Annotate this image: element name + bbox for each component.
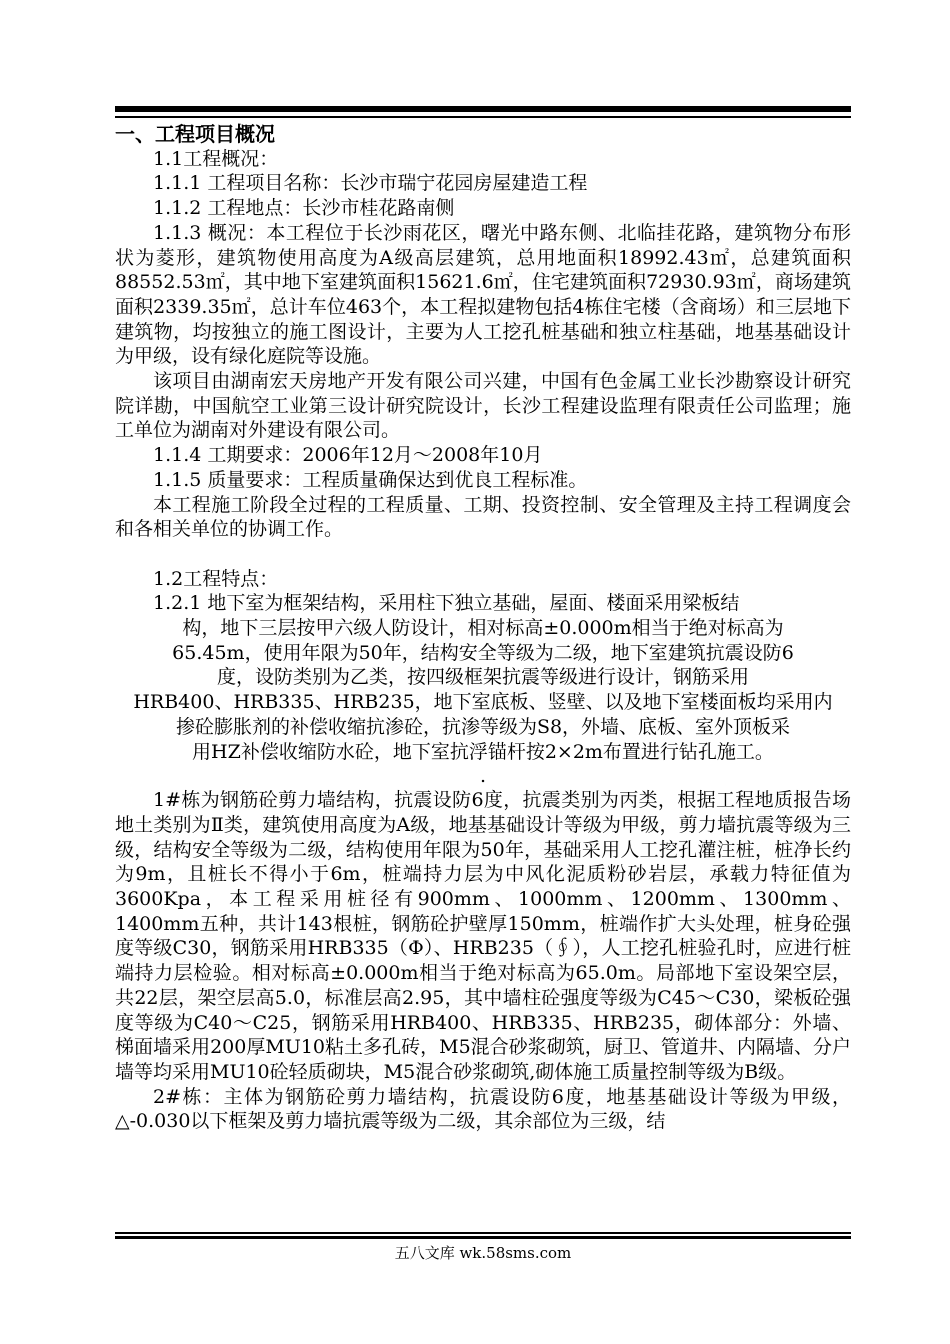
- basement-line-1: 1.2.1 地下室为框架结构，采用柱下独立基础，屋面、楼面采用梁板结: [153, 592, 740, 615]
- footer-rule-thin: [115, 1232, 851, 1234]
- subsection-title-features: 1.2工程特点：: [153, 567, 279, 590]
- project-location: 1.1.2 工程地点：长沙市桂花路南侧: [153, 197, 455, 220]
- header-rule-thin: [115, 116, 851, 118]
- building-2-description: 2#栋：主体为钢筋砼剪力墙结构，抗震设防6度，地基基础设计等级为甲级，△-0.030以下框架及剪力墙抗震等级为二级，其余部位为三级，结: [115, 1085, 851, 1133]
- quality-requirement: 1.1.5 质量要求：工程质量确保达到优良工程标准。: [153, 468, 588, 491]
- stray-dot: .: [479, 765, 487, 788]
- building-1-description: 1#栋为钢筋砼剪力墙结构，抗震设防6度，抗震类别为丙类，根据工程地质报告场地土类别为Ⅱ类，建筑使用高度为A级，地基基础设计等级为甲级，剪力墙抗震等级为三级，结构安全等级为二级，结构使用年限为50年，基础采用人工挖孔灌注桩，桩净长约为9m，且桩长不得小于6m，桩端持力层为中风化泥质粉砂岩层，承载力特征值为3600Kpa，本工程采用桩径有900mm、1000mm、1200mm、1300mm、1400mm五种，共计143根桩，钢筋砼护壁厚150mm，桩端作扩大头处理，桩身砼强度等级C30，钢筋采用HRB335（Φ）、HRB235（∮），人工挖孔桩验孔时，应进行桩端持力层检验。相对标高±0.000m相当于绝对标高为65.0m。局部地下室设架空层，共22层，架空层高5.0，标准层高2.95，其中墙柱砼强度等级为C45～C30，梁板砼强度等级为C40～C25，钢筋采用HRB400、HRB335、HRB235，砌体部分：外墙、梯面墙采用200厚MU10粘土多孔砖，M5混合砂浆砌筑，厨卫、管道井、内隔墙、分户墙等均采用MU10砼轻质砌块，M5混合砂浆砌筑,砌体施工质量控制等级为B级。: [115, 789, 851, 1083]
- basement-line-3: 65.45m，使用年限为50年，结构安全等级为二级，地下室建筑抗震设防6: [172, 641, 794, 664]
- document-body: [115, 122, 851, 1134]
- footer-rule-thick: [115, 1236, 851, 1239]
- project-parties: 该项目由湖南宏天房地产开发有限公司兴建，中国有色金属工业长沙勘察设计研究院详勘，中国航空工业第三设计研究院设计，长沙工程建设监理有限责任公司监理；施工单位为湖南对外建设有限公司。: [115, 370, 851, 442]
- schedule-requirement: 1.1.4 工期要求：2006年12月～2008年10月: [153, 444, 543, 467]
- project-overview: 1.1.3 概况：本工程位于长沙雨花区，曙光中路东侧、北临挂花路，建筑物分布形状为菱形，建筑物使用高度为A级高层建筑，总用地面积18992.43㎡，总建筑面积88552.53㎡，其中地下室建筑面积15621.6㎡，住宅建筑面积72930.93㎡，商场建筑面积2339.35㎡，总计车位463个，本工程拟建物包括4栋住宅楼（含商场）和三层地下建筑物，均按独立的施工图设计，主要为人工挖孔桩基础和独立柱基础，地基基础设计为甲级，设有绿化庭院等设施。: [115, 221, 851, 368]
- basement-line-4: 度，设防类别为乙类，按四级框架抗震等级进行设计，钢筋采用: [216, 666, 749, 689]
- basement-line-6: 掺砼膨胀剂的补偿收缩抗渗砼，抗渗等级为S8，外墙、底板、室外顶板采: [175, 715, 791, 738]
- basement-line-2: 构，地下三层按甲六级人防设计，相对标高±0.000m相当于绝对标高为: [182, 617, 784, 640]
- basement-line-5: HRB400、HRB335、HRB235，地下室底板、竖壁、以及地下室楼面板均采用内: [133, 691, 833, 714]
- header-rule-thick: [115, 106, 851, 112]
- basement-line-7: 用HZ补偿收缩防水砼，地下室抗浮锚杆按2×2m布置进行钻孔施工。: [192, 740, 774, 763]
- supervision-scope: 本工程施工阶段全过程的工程质量、工期、投资控制、安全管理及主持工程调度会和各相关单位的协调工作。: [115, 493, 851, 541]
- section-heading: 一、工程项目概况: [115, 122, 275, 146]
- footer-watermark: 五八文库 wk.58sms.com: [394, 1244, 572, 1262]
- subsection-title: 1.1工程概况：: [153, 147, 279, 170]
- project-name: 1.1.1 工程项目名称：长沙市瑞宁花园房屋建造工程: [153, 172, 588, 195]
